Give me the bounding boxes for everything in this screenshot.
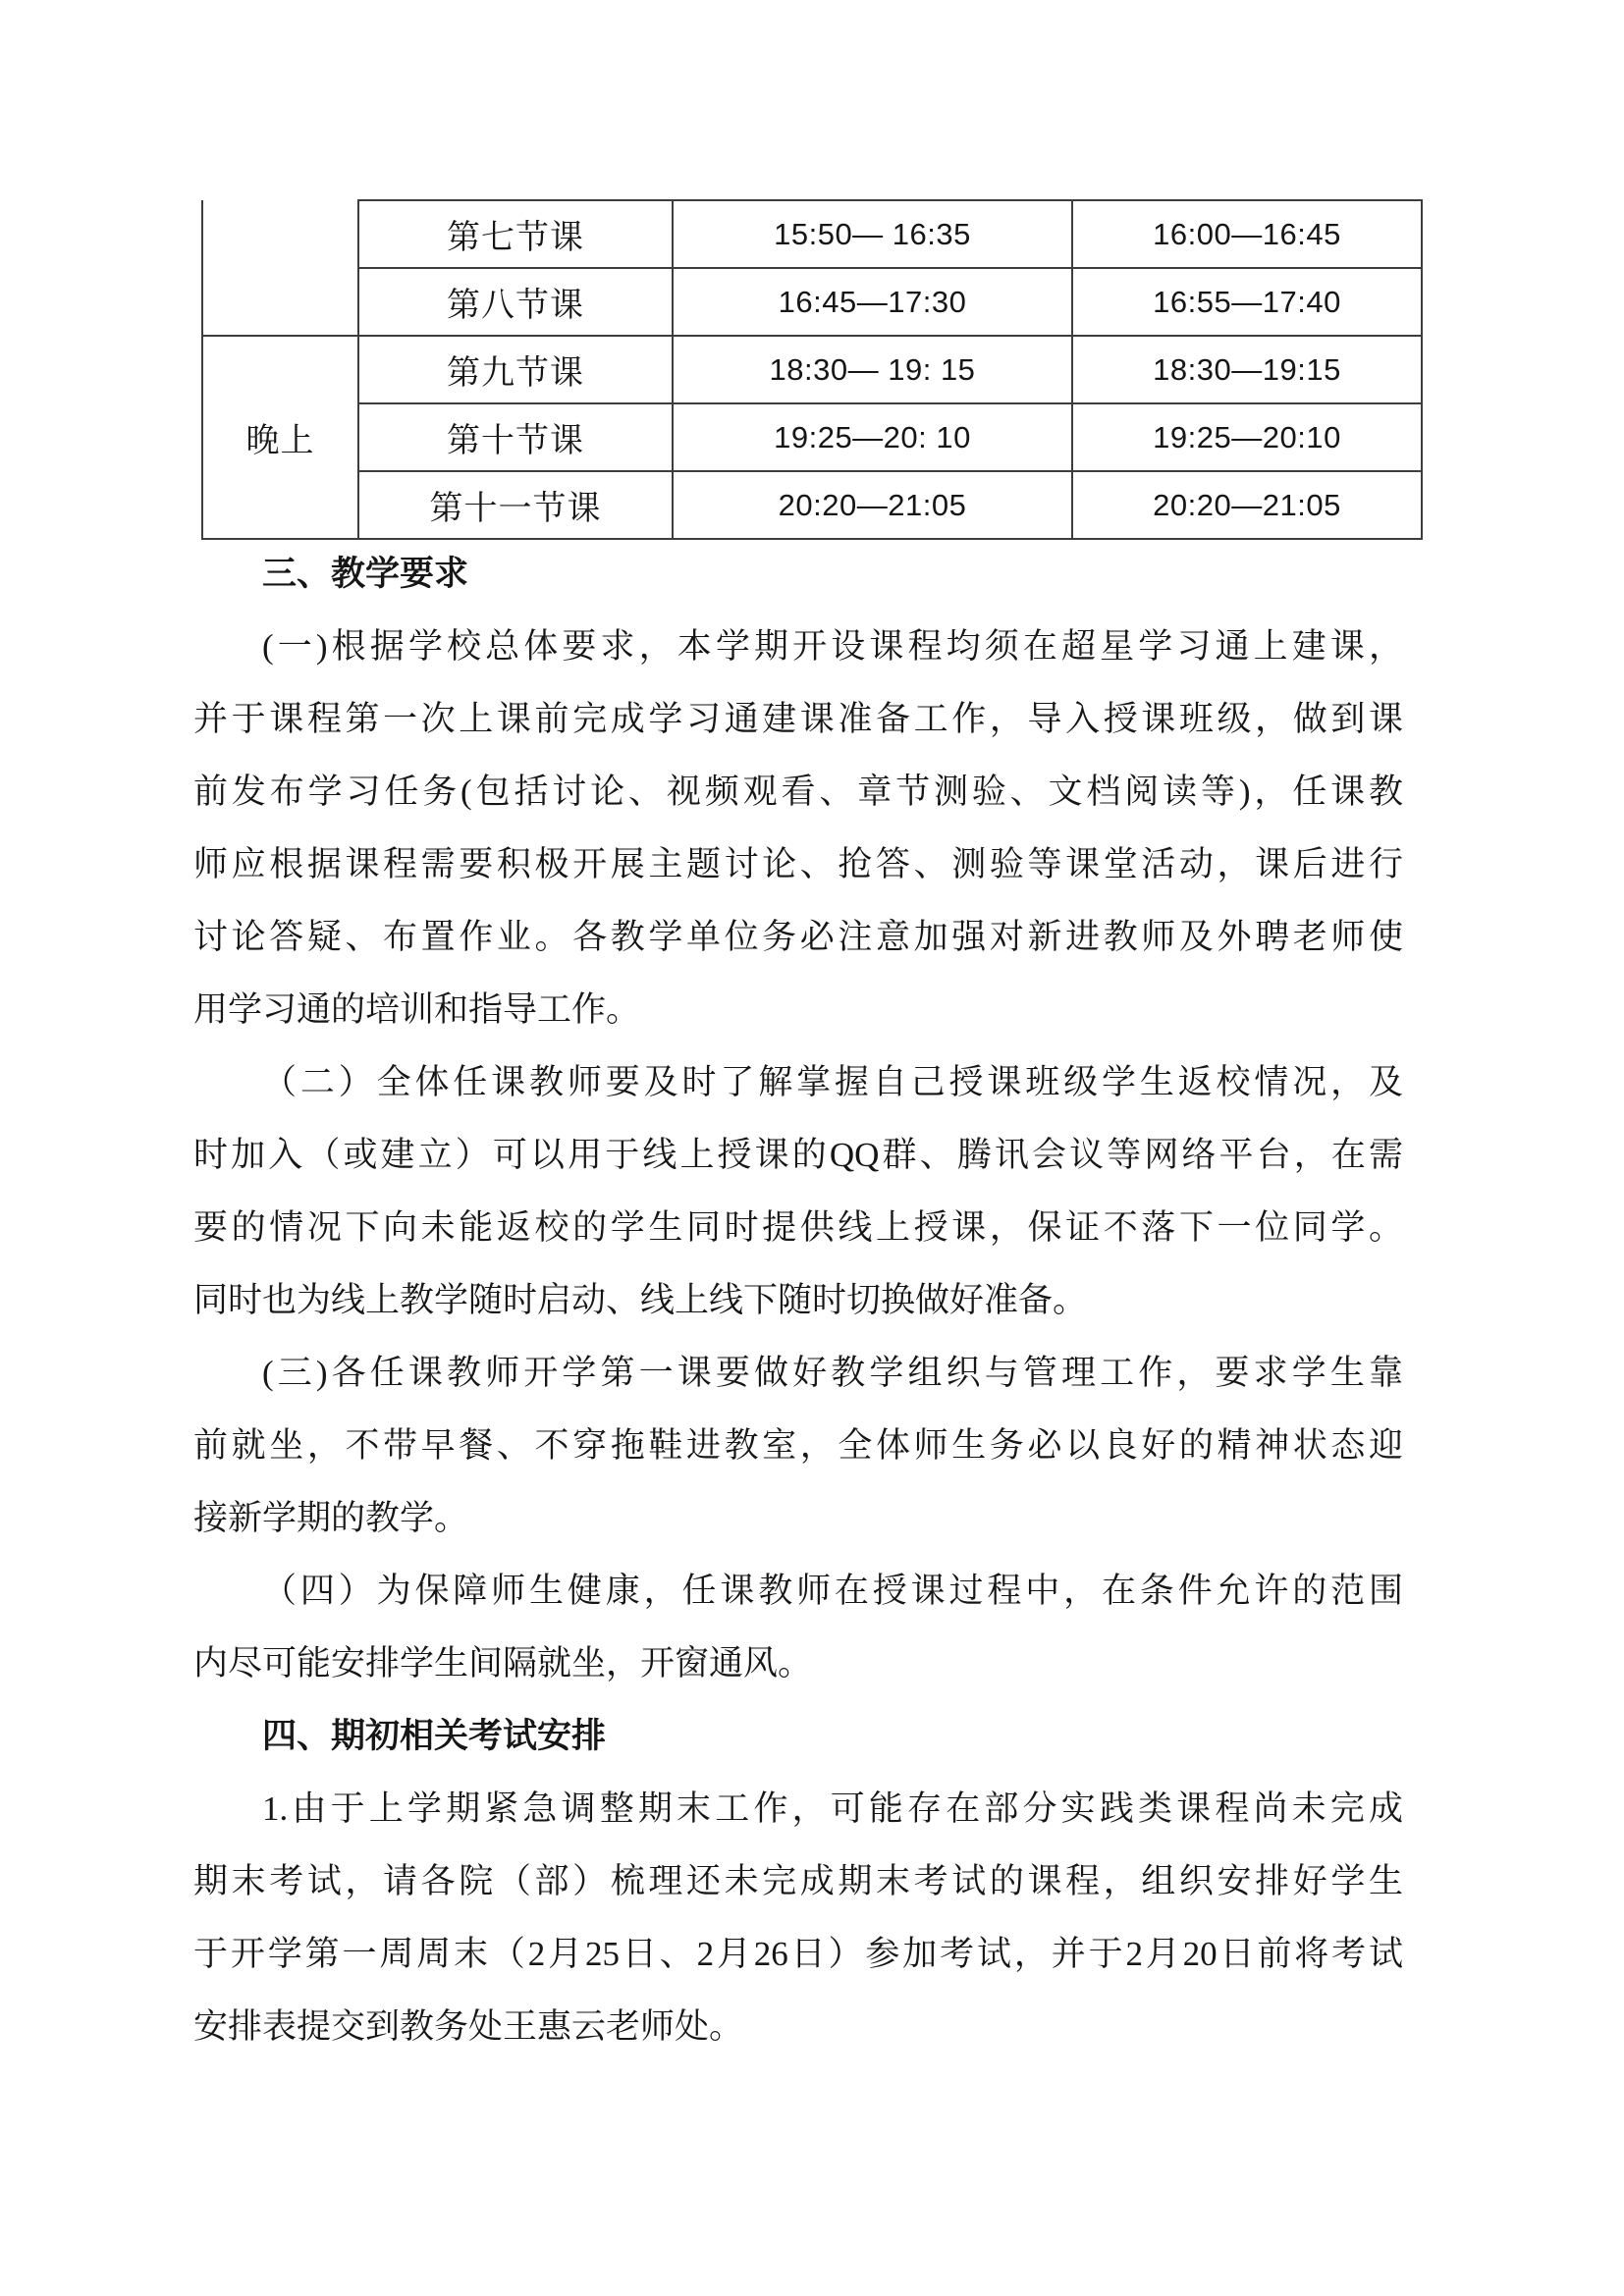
- table-row: [202, 268, 1422, 336]
- time-cell: 18:30—19:15: [1072, 336, 1422, 403]
- text-line: 于开学第一周周末（2月25日、2月26日）参加考试，并于2月20日前将考试: [193, 1935, 1403, 1973]
- time-cell: 19:25—20:10: [1072, 403, 1422, 471]
- time-cell: 18:30— 19: 15: [673, 336, 1072, 403]
- text-line: 同时也为线上教学随时启动、线上线下随时切换做好准备。: [193, 1281, 1088, 1319]
- time-cell: 15:50— 16:35: [673, 200, 1072, 268]
- text-line: 内尽可能安排学生间隔就坐，开窗通风。: [193, 1644, 813, 1682]
- time-cell: 20:20—21:05: [673, 471, 1072, 539]
- time-cell: 19:25—20: 10: [673, 403, 1072, 471]
- table-row: [202, 200, 1422, 268]
- paragraph: [193, 611, 1403, 1046]
- text-line: 师应根据课程需要积极开展主题讨论、抢答、测验等课堂活动，课后进行: [193, 845, 1403, 883]
- table-row: [202, 336, 1422, 403]
- paragraph: [193, 1773, 1403, 2063]
- paragraph: [193, 1555, 1403, 1700]
- text-line: （二）全体任课教师要及时了解掌握自己授课班级学生返校情况，及: [262, 1063, 1403, 1101]
- course-name-cell: 第八节课: [358, 268, 673, 336]
- course-name-cell: 第十节课: [358, 403, 673, 471]
- section-heading: 四、期初相关考试安排: [262, 1717, 607, 1755]
- text-line: （四）为保障师生健康，任课教师在授课过程中，在条件允许的范围: [262, 1572, 1403, 1610]
- schedule-table-body: [202, 200, 1422, 539]
- text-line: (三)各任课教师开学第一课要做好教学组织与管理工作，要求学生靠: [262, 1354, 1403, 1392]
- section-heading: 三、教学要求: [262, 555, 469, 593]
- text-line: 1.由于上学期紧急调整期末工作，可能存在部分实践类课程尚未完成: [262, 1789, 1403, 1828]
- table-row: [202, 403, 1422, 471]
- text-line: 前就坐，不带早餐、不穿拖鞋进教室，全体师生务必以良好的精神状态迎: [193, 1426, 1403, 1465]
- text-line: 讨论答疑、布置作业。各教学单位务必注意加强对新进教师及外聘老师使: [193, 918, 1403, 956]
- time-cell: 20:20—21:05: [1072, 471, 1422, 539]
- time-cell: 16:00—16:45: [1072, 200, 1422, 268]
- text-line: 要的情况下向未能返校的学生同时提供线上授课，保证不落下一位同学。: [193, 1208, 1403, 1247]
- time-cell: 16:55—17:40: [1072, 268, 1422, 336]
- period-group-cell: 晚上: [202, 336, 358, 539]
- document-body: [193, 538, 1403, 2063]
- text-line: (一)根据学校总体要求，本学期开设课程均须在超星学习通上建课，: [262, 627, 1403, 666]
- time-cell: 16:45—17:30: [673, 268, 1072, 336]
- paragraph: [193, 1337, 1403, 1555]
- text-line: 前发布学习任务(包括讨论、视频观看、章节测验、文档阅读等)，任课教: [193, 773, 1403, 811]
- text-line: 并于课程第一次上课前完成学习通建课准备工作，导入授课班级，做到课: [193, 700, 1403, 738]
- paragraph: [193, 1046, 1403, 1337]
- text-line: 时加入（或建立）可以用于线上授课的QQ群、腾讯会议等网络平台，在需: [193, 1136, 1403, 1174]
- course-name-cell: 第十一节课: [358, 471, 673, 539]
- text-line: 用学习通的培训和指导工作。: [193, 990, 641, 1029]
- text-line: 期末考试，请各院（部）梳理还未完成期末考试的课程，组织安排好学生: [193, 1862, 1403, 1900]
- course-name-cell: 第九节课: [358, 336, 673, 403]
- period-group-cell-empty: [202, 200, 358, 336]
- table-row: [202, 471, 1422, 539]
- text-line: 接新学期的教学。: [193, 1499, 469, 1537]
- text-line: 安排表提交到教务处王惠云老师处。: [193, 2007, 744, 2046]
- course-name-cell: 第七节课: [358, 200, 673, 268]
- class-schedule-table: [201, 199, 1423, 540]
